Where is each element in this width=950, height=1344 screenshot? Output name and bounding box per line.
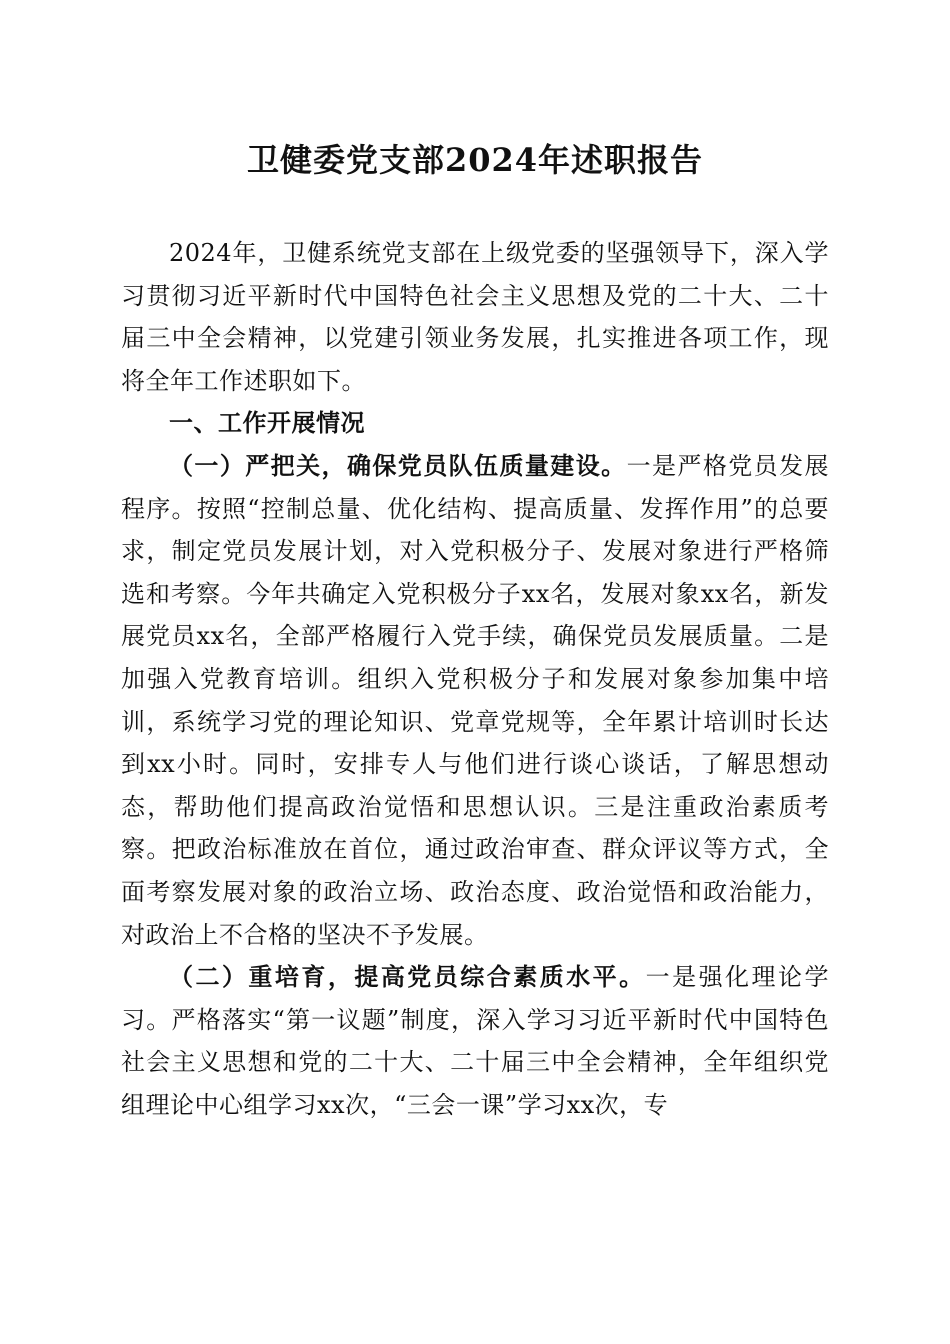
subsection-1-paragraph	[121, 445, 829, 956]
document-body	[121, 232, 829, 1126]
section-heading: 一、工作开展情况	[169, 409, 365, 438]
subsection-1-body: 一是严格党员发展程序。按照“控制总量、优化结构、提高质量、发挥作用”的总要求，制定党员发展计划，对入党积极分子、发展对象进行严格筛选和考察。今年共确定入党积极分子xx名，发展对象xx名，新发展党员xx名，全部严格履行入党手续，确保党员发展质量。二是加强入党教育培训。组织入党积极分子和发展对象参加集中培训，系统学习党的理论知识、党章党规等，全年累计培训时长达到xx小时。同时，安排专人与他们进行谈心谈话，了解思想动态，帮助他们提高政治觉悟和思想认识。三是注重政治素质考察。把政治标准放在首位，通过政治审查、群众评议等方式，全面考察发展对象的政治立场、政治态度、政治觉悟和政治能力，对政治上不合格的坚决不予发展。	[121, 451, 830, 949]
intro-paragraph: 2024年，卫健系统党支部在上级党委的坚强领导下，深入学习贯彻习近平新时代中国特色社会主义思想及党的二十大、二十届三中全会精神，以党建引领业务发展，扎实推进各项工作，现将全年工作述职如下。	[121, 239, 829, 395]
subsection-2-lead: （二）重培育，提高党员综合素质水平。	[169, 962, 646, 992]
subsection-2-paragraph	[121, 956, 829, 1126]
subsection-1-lead: （一）严把关，确保党员队伍质量建设。	[169, 450, 627, 480]
document-title: 卫健委党支部2024年述职报告	[246, 141, 704, 179]
subsection-2-body: 一是强化理论学习。严格落实“第一议题”制度，深入学习习近平新时代中国特色社会主义思想和党的二十大、二十届三中全会精神，全年组织党组理论中心组学习xx次，“三会一课”学习xx次，专	[121, 963, 829, 1119]
